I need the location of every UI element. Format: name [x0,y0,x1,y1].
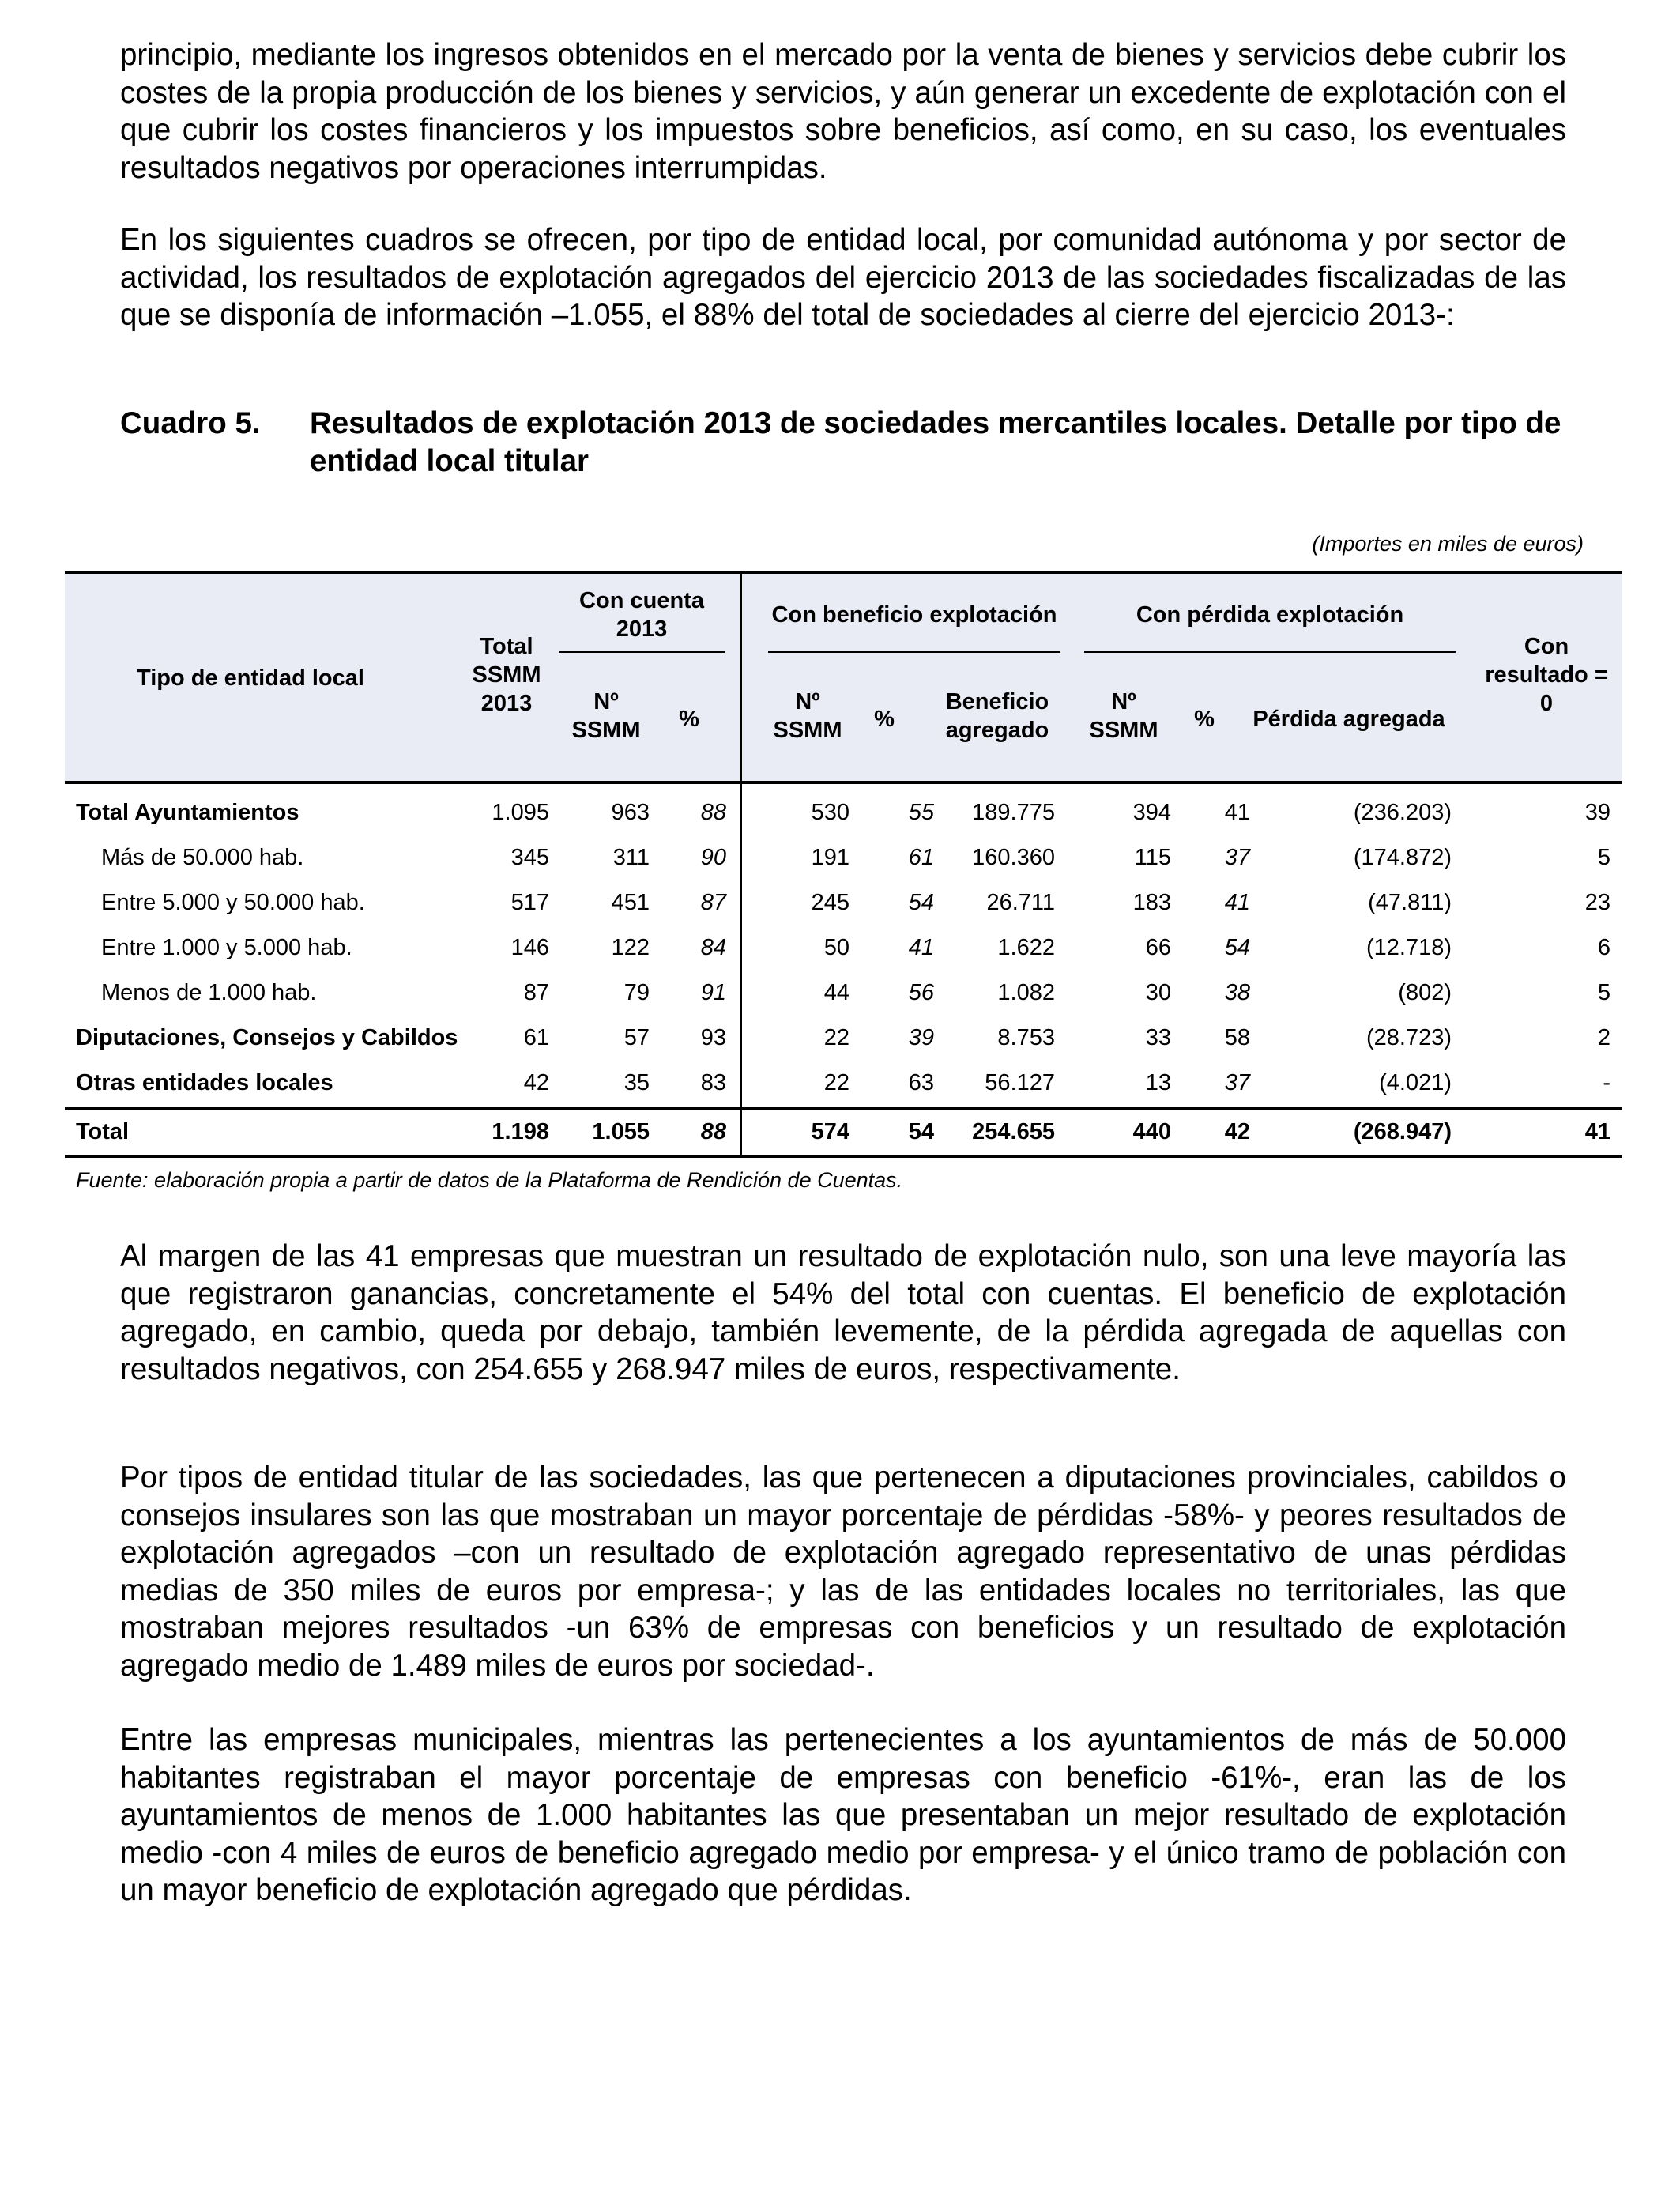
row-label: Entre 5.000 y 50.000 hab. [101,890,365,915]
cell-pa: (47.811) [1368,890,1452,915]
cell-r0: 39 [1584,800,1610,825]
cell-ba: 160.360 [972,845,1055,870]
header-tipo: Tipo de entidad local [137,665,364,691]
cell-bp: 56 [908,980,934,1005]
cell-bp: 39 [908,1025,934,1050]
cell-n: 122 [611,935,650,960]
header-bottom-rule [65,781,1622,784]
cell-bn: 22 [823,1070,849,1095]
cell-pp: 38 [1224,980,1250,1005]
total-cell-pp: 42 [1224,1119,1250,1144]
cell-total: 87 [523,980,549,1005]
cell-p: 93 [700,1025,726,1050]
paragraph-cuadros: En los siguientes cuadros se ofrecen, por tipo de entidad local, por comunidad autónoma y por sector de actividad, los resultados de explotación agregados del ejercicio 2013 de las sociedades fiscalizadas de las que se disponía de información –1.055, el 88% del total de sociedades al cierre del ejercicio 2013-: [120,223,1566,332]
total-cell-n: 1.055 [592,1119,650,1144]
cell-pn: 13 [1145,1070,1171,1095]
cell-pp: 37 [1224,845,1250,870]
cell-pp: 37 [1224,1070,1250,1095]
cell-n: 79 [623,980,650,1005]
total-cell-ba: 254.655 [972,1119,1055,1144]
cell-pn: 115 [1134,845,1171,870]
cell-p: 90 [700,845,726,870]
cell-total: 61 [523,1025,549,1050]
header-pct: % [679,707,699,732]
cell-ba: 189.775 [972,800,1055,825]
table-source: Fuente: elaboración propia a partir de datos de la Plataforma de Rendición de Cuentas. [76,1168,903,1192]
total-top-rule [65,1107,1622,1110]
cell-r0: 5 [1597,845,1610,870]
cell-p: 84 [700,935,726,960]
cell-bp: 63 [908,1070,934,1095]
paragraph-intro: principio, mediante los ingresos obtenidos en el mercado por la venta de bienes y servicios debe cubrir los costes de la propia producción de los bienes y servicios, y aún generar un excedente de explotación con el que cubrir los costes financieros y los impuestos sobre beneficios, así como, en su caso, los eventuales resultados negativos por operaciones interrumpidas. [120,38,1566,185]
row-label: Total Ayuntamientos [76,800,299,825]
header-perdida-agregada: Pérdida agregada [1252,707,1445,732]
cell-total: 42 [523,1070,549,1095]
cell-pa: (802) [1398,980,1452,1005]
cell-pa: (12.718) [1365,935,1452,960]
cell-r0: 23 [1584,890,1610,915]
header-con-beneficio: Con beneficio explotación [771,602,1057,628]
cell-p: 83 [700,1070,726,1095]
header-ben-n-ssmm: Nº SSMM [773,689,842,743]
table-bottom-rule [65,1155,1622,1158]
total-cell-bn: 574 [811,1119,849,1144]
cell-pn: 33 [1145,1025,1171,1050]
cell-pn: 183 [1132,890,1171,915]
cell-total: 146 [510,935,549,960]
cell-ba: 26.711 [986,890,1055,915]
cell-ba: 1.082 [997,980,1055,1005]
total-cell-pn: 440 [1132,1119,1171,1144]
cell-r0: 5 [1597,980,1610,1005]
cell-pp: 41 [1224,800,1250,825]
row-label: Diputaciones, Consejos y Cabildos [76,1025,458,1050]
cell-total: 345 [510,845,549,870]
cell-ba: 1.622 [997,935,1055,960]
header-per-n-ssmm: Nº SSMM [1089,689,1158,743]
cell-bn: 44 [823,980,849,1005]
cell-pp: 54 [1224,935,1250,960]
cell-bp: 61 [908,845,934,870]
row-label: Más de 50.000 hab. [101,845,304,870]
cell-pn: 66 [1145,935,1171,960]
header-beneficio-agregado: Beneficio agregado [945,689,1049,743]
caption-title: Resultados de explotación 2013 de sociedades mercantiles locales. Detalle por tipo de entidad local titular [310,406,1561,478]
cell-ba: 56.127 [985,1070,1055,1095]
header-con-perdida: Con pérdida explotación [1136,602,1404,628]
cell-pa: (28.723) [1365,1025,1452,1050]
cell-total: 517 [510,890,549,915]
cell-p: 88 [700,800,726,825]
cell-bn: 50 [823,935,849,960]
cell-p: 91 [700,980,726,1005]
cell-pa: (4.021) [1379,1070,1452,1095]
total-cell-total: 1.198 [492,1119,549,1144]
cell-r0: - [1603,1070,1610,1095]
units-note: (Importes en miles de euros) [1312,532,1584,556]
cell-r0: 2 [1597,1025,1610,1050]
cell-pp: 58 [1224,1025,1250,1050]
beneficio-underline [768,651,1060,653]
cell-r0: 6 [1597,935,1610,960]
cell-bp: 54 [908,890,934,915]
header-con-cuenta: Con cuenta 2013 [579,588,704,642]
total-cell-r0: 41 [1584,1119,1610,1144]
con-cuenta-underline [559,651,725,653]
cell-bn: 22 [823,1025,849,1050]
header-n-ssmm: Nº SSMM [571,689,641,743]
results-table [65,571,1622,1159]
header-ben-pct: % [874,707,895,732]
cell-n: 311 [612,845,650,870]
cell-bn: 530 [811,800,849,825]
cell-pa: (236.203) [1353,800,1452,825]
cell-total: 1.095 [492,800,549,825]
caption-number: Cuadro 5. [120,406,261,440]
cell-pa: (174.872) [1353,845,1452,870]
row-label: Menos de 1.000 hab. [101,980,317,1005]
cell-bn: 245 [811,890,849,915]
total-cell-bp: 54 [908,1119,934,1144]
paragraph-tipos-entidad: Por tipos de entidad titular de las sociedades, las que pertenecen a diputaciones provinciales, cabildos o consejos insulares son las que mostraban un mayor porcentaje de pérdidas -58%- y peores resultados de explotación agregados –con un resultado de explotación agregado representativo de unas pérdidas medias de 350 miles de euros por empresa-; y las de las entidades locales no territoriales, las que mostraban mejores resultados -un 63% de empresas con beneficios y un resultado de explotación agregado medio de 1.489 miles de euros por sociedad-. [120,1461,1566,1683]
cell-n: 35 [623,1070,650,1095]
cell-bp: 41 [908,935,934,960]
header-total: Total SSMM 2013 [472,634,541,716]
column-divider-1 [740,571,742,1158]
total-cell-p: 88 [700,1119,726,1144]
header-con-resultado: Con resultado = 0 [1485,634,1608,716]
perdida-underline [1084,651,1456,653]
cell-n: 57 [623,1025,650,1050]
cell-n: 963 [611,800,650,825]
row-label: Otras entidades locales [76,1070,333,1095]
cell-ba: 8.753 [997,1025,1055,1050]
cell-bp: 55 [908,800,934,825]
total-row-label: Total [76,1119,130,1144]
header-per-pct: % [1194,707,1215,732]
cell-pn: 30 [1145,980,1171,1005]
cell-bn: 191 [811,845,849,870]
row-label: Entre 1.000 y 5.000 hab. [101,935,352,960]
cell-p: 87 [700,890,726,915]
table-top-rule [65,571,1622,574]
total-cell-pa: (268.947) [1353,1119,1452,1144]
paragraph-resultado-nulo: Al margen de las 41 empresas que muestran un resultado de explotación nulo, son una leve mayoría las que registraron ganancias, concretamente el 54% del total con cuentas. El beneficio de explotación agregado, en cambio, queda por debajo, también levemente, de la pérdida agregada de aquellas con resultados negativos, con 254.655 y 268.947 miles de euros, respectivamente. [120,1239,1566,1386]
cell-pp: 41 [1224,890,1250,915]
cell-n: 451 [611,890,650,915]
paragraph-empresas-municipales: Entre las empresas municipales, mientras las pertenecientes a los ayuntamientos de más de 50.000 habitantes registraban el mayor porcentaje de empresas con beneficio -61%-, eran las de los ayuntamientos de menos de 1.000 habitantes las que presentaban un mejor resultado de explotación medio -con 4 miles de euros de beneficio agregado medio por empresa- y el único tramo de población con un mayor beneficio de explotación agregado que pérdidas. [120,1723,1566,1907]
cell-pn: 394 [1132,800,1171,825]
